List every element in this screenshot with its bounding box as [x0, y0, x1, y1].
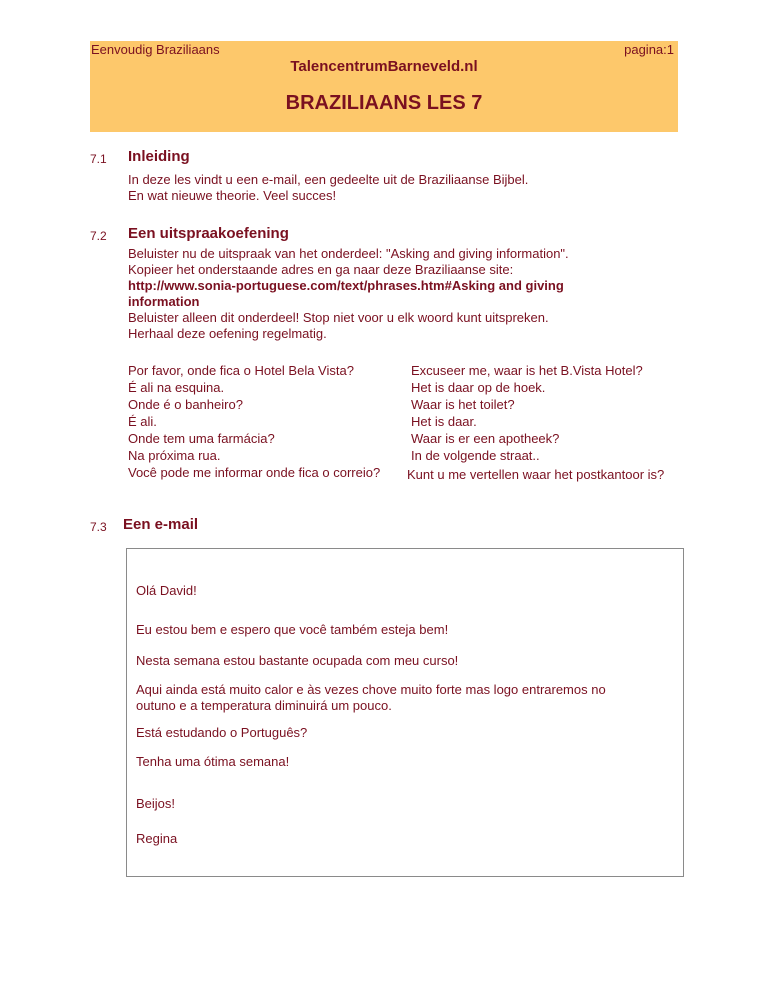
phrase-portuguese: Onde tem uma farmácia?: [128, 431, 275, 446]
section-title-uitspraak: Een uitspraakoefening: [128, 225, 289, 242]
section-number: 7.2: [90, 229, 107, 243]
header-site-name: TalencentrumBarneveld.nl: [290, 58, 478, 75]
section-number: 7.1: [90, 152, 107, 166]
phrase-portuguese: Na próxima rua.: [128, 448, 221, 463]
section-title-inleiding: Inleiding: [128, 148, 190, 165]
phrase-portuguese: Onde é o banheiro?: [128, 397, 243, 412]
section-text-inleiding: [128, 172, 528, 204]
phrase-dutch: In de volgende straat..: [411, 448, 540, 463]
text-line: Beluister nu de uitspraak van het onderdeel: "Asking and giving information".: [128, 246, 569, 261]
email-line: outuno e a temperatura diminuirá um pouco.: [136, 698, 392, 713]
phrase-portuguese: É ali.: [128, 414, 157, 429]
phrase-dutch: Excuseer me, waar is het B.Vista Hotel?: [411, 363, 643, 378]
email-signature: Regina: [136, 831, 178, 846]
site-link-continued[interactable]: information: [128, 294, 200, 309]
phrase-dutch: Waar is het toilet?: [411, 397, 515, 412]
email-closing: Beijos!: [136, 796, 176, 811]
email-line: Tenha uma ótima semana!: [136, 754, 290, 769]
text-line: In deze les vindt u een e-mail, een gedeelte uit de Braziliaanse Bijbel.: [128, 172, 529, 187]
email-greeting: Olá David!: [136, 583, 197, 598]
phrase-portuguese: Você pode me informar onde fica o correio?: [128, 465, 381, 480]
phrase-portuguese: Por favor, onde fica o Hotel Bela Vista?: [128, 363, 354, 378]
email-line: Aqui ainda está muito calor e às vezes chove muito forte mas logo entraremos no: [136, 682, 606, 697]
page-title: BRAZILIAANS LES 7: [285, 92, 483, 114]
email-box: [126, 548, 684, 877]
header-course-label: Eenvoudig Braziliaans: [91, 42, 220, 57]
email-line: Nesta semana estou bastante ocupada com meu curso!: [136, 653, 459, 668]
header-page-number: pagina:1: [624, 42, 674, 57]
text-line: Beluister alleen dit onderdeel! Stop niet voor u elk woord kunt uitspreken.: [128, 310, 549, 325]
text-line: Herhaal deze oefening regelmatig.: [128, 326, 327, 341]
site-link[interactable]: http://www.sonia-portuguese.com/text/phrases.htm#Asking and giving: [128, 278, 564, 293]
section-title-email: Een e-mail: [123, 516, 199, 533]
page-header: [90, 41, 678, 132]
email-line: Está estudando o Português?: [136, 725, 308, 740]
phrase-dutch: Kunt u me vertellen waar het postkantoor is?: [407, 467, 665, 482]
text-line: En wat nieuwe theorie. Veel succes!: [128, 188, 337, 203]
phrase-portuguese: É ali na esquina.: [128, 380, 225, 395]
phrase-dutch: Waar is er een apotheek?: [411, 431, 560, 446]
section-text-uitspraak: [128, 246, 569, 342]
phrase-dutch: Het is daar.: [411, 414, 477, 429]
section-number: 7.3: [90, 520, 107, 534]
text-line: Kopieer het onderstaande adres en ga naar deze Braziliaanse site:: [128, 262, 514, 277]
email-line: Eu estou bem e espero que você também esteja bem!: [136, 622, 449, 637]
phrase-dutch: Het is daar op de hoek.: [411, 380, 546, 395]
